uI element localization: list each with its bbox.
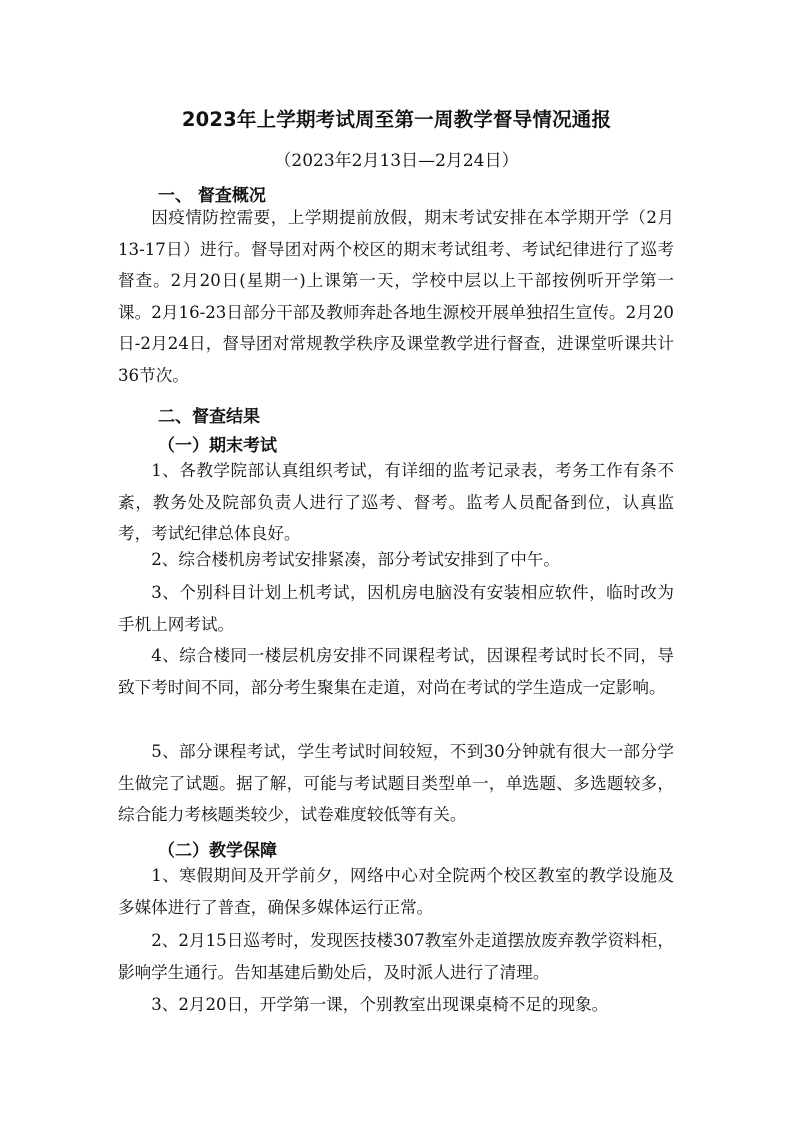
subsection-teaching-heading: （二）教学保障 — [158, 841, 277, 861]
teaching-item-3: 3、2月20日，开学第一课，个别教室出现课桌椅不足的现象。 — [151, 995, 609, 1014]
teaching-item-1: 1、寒假期间及开学前夕，网络中心对全院两个校区教室的教学设施及多媒体进行了普查，确保多媒体运行正常。 — [118, 866, 674, 917]
exam-item-2: 2、综合楼机房考试安排紧凑，部分考试安排到了中午。 — [151, 550, 560, 569]
exam-item-1: 1、各教学院部认真组织考试，有详细的监考记录表，考务工作有条不紊，教务处及院部负责人进行了巡考、督考。监考人员配备到位，认真监考，考试纪律总体良好。 — [118, 461, 674, 543]
exam-item-3: 3、个别科目计划上机考试，因机房电脑没有安装相应软件，临时改为手机上网考试。 — [118, 583, 674, 634]
section-1-paragraph: 因疫情防控需要，上学期提前放假，期末考试安排在本学期开学（2月13-17日）进行。督导团对两个校区的期末考试组考、考试纪律进行了巡考督查。2月20日(星期一)上课第一天，学校中层以上干部按例听开学第一课。2月16-23日部分干部及教师奔赴各地生源校开展单独招生宣传。2月20日-2月24日，督导团对常规教学秩序及课堂教学进行督查，进课堂听课共计36节次。 — [118, 208, 674, 385]
section-2-heading: 二、督查结果 — [158, 407, 260, 427]
date-range: （2023年2月13日—2月24日） — [274, 151, 519, 171]
section-1-heading: 一、 督查概况 — [158, 186, 266, 206]
subsection-exam-heading: （一）期末考试 — [158, 436, 277, 456]
exam-item-5: 5、部分课程考试，学生考试时间较短，不到30分钟就有很大一部分学生做完了试题。据了解，可能与考试题目类型单一，单选题、多选题较多，综合能力考核题类较少，试卷难度较低等有关。 — [118, 742, 674, 824]
teaching-item-2: 2、2月15日巡考时，发现医技楼307教室外走道摆放废弃教学资料柜，影响学生通行。告知基建后勤处后，及时派人进行了清理。 — [118, 931, 674, 982]
document-title: 2023年上学期考试周至第一周教学督导情况通报 — [181, 108, 612, 131]
exam-item-4: 4、综合楼同一楼层机房安排不同课程考试，因课程考试时长不同，导致下考时间不同，部分考生聚集在走道，对尚在考试的学生造成一定影响。 — [118, 646, 674, 697]
